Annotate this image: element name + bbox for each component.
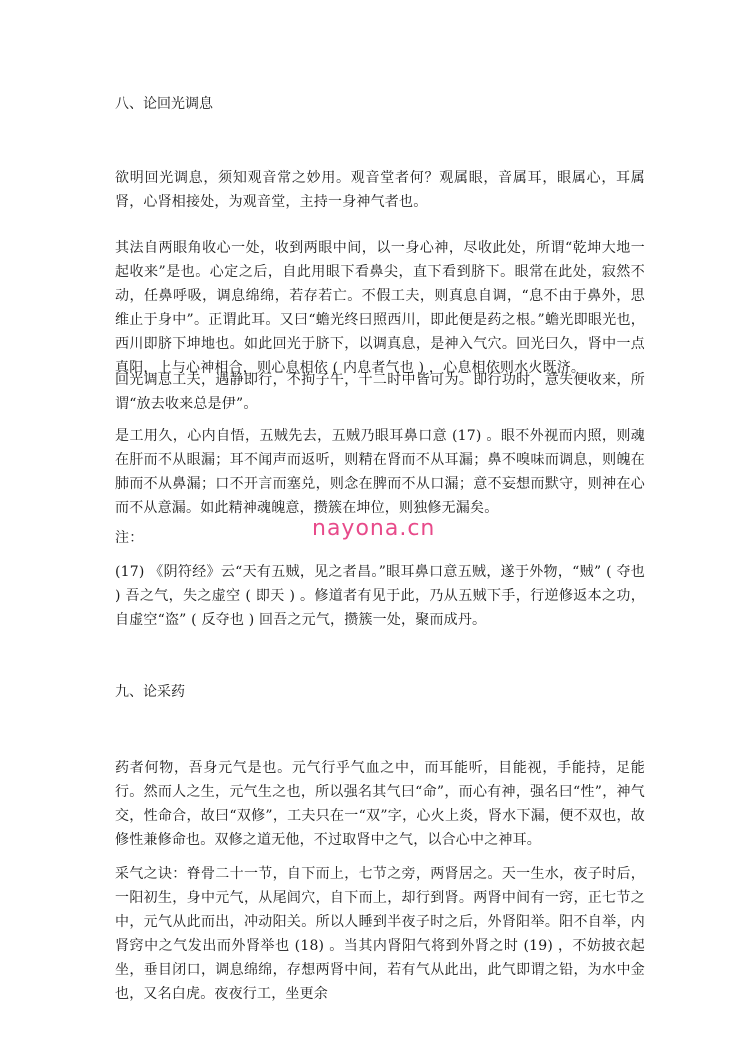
note-17: (17) 《阴符经》云“天有五贼，见之者昌。”眼耳鼻口意五贼，遂于外物，“贼” ( 夺也 ) 吾之气，失之虚空 ( 即天 ) 。修道者有见于此，乃从五贼下手，行逆修返本之功，自虚空“盗” ( 反夺也 ) 回吾之元气，攒簇一处，聚而成丹。 [115,564,645,628]
paragraph-8-2: 其法自两眼角收心一处，收到两眼中间，以一身心神，尽收此处，所谓“乾坤大地一起收来”是也。心定之后，自此用眼下看鼻尖，直下看到脐下。眼常在此处，寂然不动，任鼻呼吸，调息绵绵，若存若亡。不假工夫，则真息自调，“息不由于鼻外，思维止于身中”。正谓此耳。又曰“蟾光终曰照西川，即此便是药之根。”蟾光即眼光也，西川即脐下坤地也。如此回光于脐下，以调真息，是神入气穴。回光曰久，肾中一点真阳，上与心神相合，则心息相依 ( 内息者气也 ) ，心息相依则水火既济。 [115,240,645,376]
watermark-text: nayona.cn [312,516,436,541]
note-label: 注： [115,530,144,546]
paragraph-8-4: 是工用久，心内自悟，五贼先去，五贼乃眼耳鼻口意 (17) 。眼不外视而内照，则魂在肝而不从眼漏；耳不闻声而返听，则精在肾而不从耳漏；鼻不嗅味而调息，则魄在肺而不从鼻漏；口不开言而塞兑，则念在脾而不从口漏；意不妄想而默守，则神在心而不从意漏。如此精神魂魄意，攒簇在坤位，则独修无漏矣。 [115,428,645,516]
paragraph-8-1: 欲明回光调息，须知观音常之妙用。观音堂者何？观属眼，音属耳，眼属心，耳属肾，心肾相接处，为观音堂，主持一身神气者也。 [115,170,645,210]
section-heading-8: 八、论回光调息 [115,96,213,112]
section-heading-9: 九、论采药 [115,684,185,700]
paragraph-8-3: 回光调息工夫，遇静即行，不拘子午，十二时中皆可为。即行功时，意失便收来，所谓“放去收来总是伊”。 [115,372,645,412]
paragraph-9-2: 采气之诀：脊骨二十一节，自下而上，七节之旁，两肾居之。天一生水，夜子时后，一阳初生，身中元气，从尾闾穴，自下而上，却行到肾。两肾中间有一窍，正七节之中，元气从此而出，冲动阳关。所以人睡到半夜子时之后，外肾阳举。阳不自举，内肾窍中之气发出而外肾举也 (18) 。当其内肾阳气将到外肾之时 (19) ，不妨披衣起坐，垂目闭口，调息绵绵，存想两肾中间，若有气从此出，此气即谓之铅，为水中金也，又名白虎。夜夜行工，坐更余 [115,866,645,1002]
paragraph-9-1: 药者何物，吾身元气是也。元气行乎气血之中，而耳能听，目能视，手能持，足能行。然而人之生，元气生之也，所以强名其气曰“命”，而心有神，强名曰“性”，神气交，性命合，故曰“双修”，工夫只在一“双”字，心火上炎，肾水下漏，便不双也，故修性兼修命也。双修之道无他，不过取肾中之气，以合心中之神耳。 [115,760,645,848]
